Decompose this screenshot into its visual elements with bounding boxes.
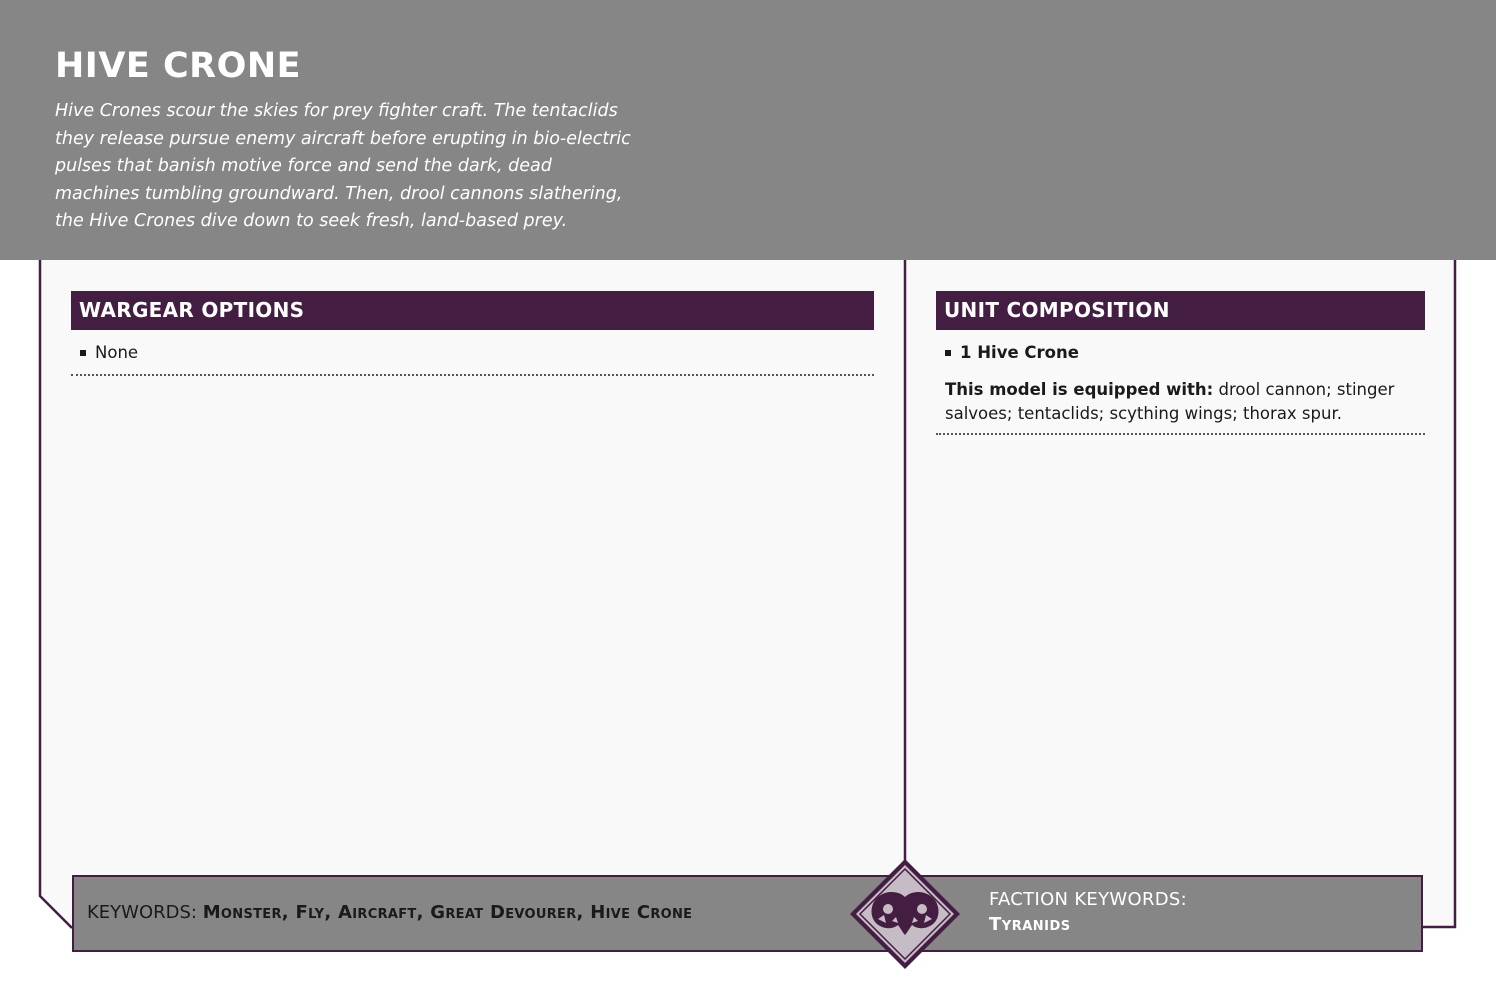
unit-composition-header: UNIT COMPOSITION	[936, 291, 1425, 330]
keywords	[87, 902, 692, 923]
composition-divider	[936, 433, 1425, 435]
unit-lore: Hive Crones scour the skies for prey fighter craft. The tentaclids they release pursue enemy aircraft before erupting in bio-electric pulses that banish motive force and send the dark, dead machines tumbling groundward. Then, drool cannons slathering, the Hive Crones dive down to seek fresh, land-based prey.	[55, 101, 631, 232]
equipped-with	[945, 378, 1420, 426]
equipped-text: drool cannon; stinger salvoes; tentaclids; scything wings; thorax spur.	[945, 380, 1395, 423]
wargear-options-header: WARGEAR OPTIONS	[71, 291, 874, 330]
composition-item	[945, 343, 1079, 362]
equipped-label: This model is equipped with:	[945, 380, 1214, 399]
composition-item-text: 1 Hive Crone	[960, 343, 1079, 362]
bullet-icon	[945, 350, 951, 356]
tyranid-faction-icon	[848, 857, 962, 971]
wargear-divider	[71, 374, 874, 376]
wargear-item	[80, 343, 138, 362]
header-banner	[0, 0, 1496, 260]
bullet-icon	[80, 350, 86, 356]
faction-keywords-label: FACTION KEYWORDS:	[989, 889, 1188, 910]
unit-title: HIVE CRONE	[55, 46, 302, 86]
keywords-label: KEYWORDS:	[87, 902, 203, 923]
keywords-values: Monster, Fly, Aircraft, Great Devourer, Hive Crone	[202, 902, 693, 923]
faction-keywords-value: Tyranids	[989, 914, 1071, 935]
wargear-item-text: None	[95, 343, 139, 362]
